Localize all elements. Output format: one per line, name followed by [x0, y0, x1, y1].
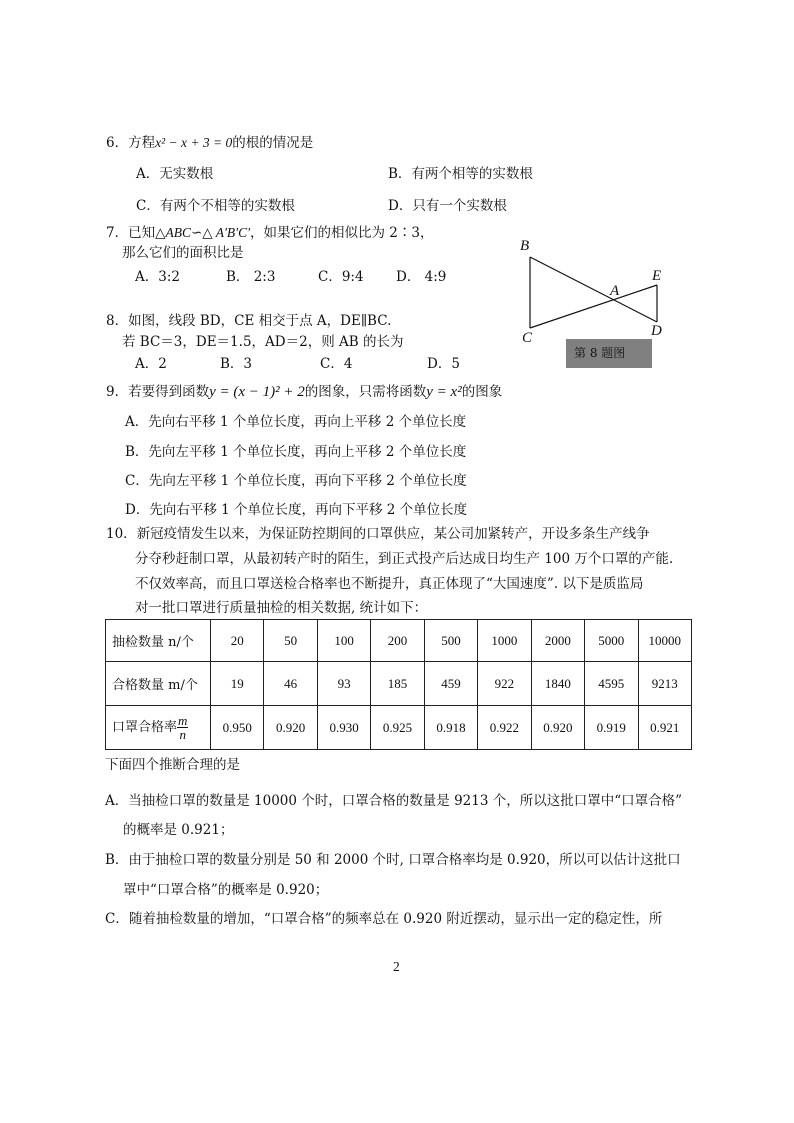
q10-option-b: B．由于抽检口罩的数量分别是 50 和 2000 个时, 口罩合格率均是 0.920，所以可以估计这批口 [105, 852, 681, 868]
m-cell: 19 [211, 662, 264, 706]
rate-label-text: 口罩合格率 [112, 720, 178, 735]
q7-option-c: C．9:4 [318, 269, 364, 285]
m-cell: 9213 [638, 662, 692, 706]
q10-option-a-cont: 的概率是 0.921； [123, 822, 234, 838]
label-c: C [522, 330, 533, 346]
q10-text-3: 不仅效率高，而且口罩送检合格率也不断提升，真正体现了“大国速度”. 以下是质监局 [135, 576, 644, 592]
q7-option-b: B． 2:3 [226, 269, 276, 285]
q7-line2: 那么它们的面积比是 [122, 245, 244, 261]
n-cell: 10000 [638, 620, 692, 662]
q6-option-a: A．无实数根 [136, 166, 214, 182]
q8-number: 8． [106, 313, 129, 329]
rate-cell: 0.920 [531, 706, 584, 750]
row-label-rate [106, 706, 211, 750]
rate-cell: 0.919 [585, 706, 638, 750]
segment-ce [530, 285, 657, 328]
m-cell: 93 [317, 662, 370, 706]
row-label-n: 抽检数量 n/个 [106, 620, 211, 662]
label-b: B [520, 238, 530, 254]
q6-option-c: C．有两个不相等的实数根 [136, 198, 295, 214]
q6-equation: x² − x + 3 = 0 [155, 135, 233, 150]
q7-option-a: A．3:2 [135, 269, 180, 285]
inspection-table [105, 619, 692, 750]
label-d: D [651, 323, 662, 339]
n-cell: 20 [211, 620, 264, 662]
rate-cell: 0.930 [317, 706, 370, 750]
segment-bd [530, 257, 657, 322]
label-a: A [610, 283, 620, 299]
q10-number: 10． [106, 526, 137, 542]
m-cell: 459 [424, 662, 477, 706]
rate-fraction [177, 714, 188, 741]
n-cell: 2000 [531, 620, 584, 662]
q9-stem-pre: 若要得到函数 [128, 384, 210, 400]
q10-option-b-cont: 罩中“口罩合格”的概率是 0.920； [123, 882, 329, 898]
q6-option-b: B．有两个相等的实数根 [388, 166, 533, 182]
q9-option-b: B．先向左平移 1 个单位长度，再向上平移 2 个单位长度 [125, 444, 467, 460]
m-cell: 1840 [531, 662, 584, 706]
q7-similarity: △ABC∽△ A'B'C' [155, 225, 250, 240]
m-cell: 46 [264, 662, 317, 706]
rate-cell: 0.920 [264, 706, 317, 750]
table-row-n [106, 620, 692, 662]
q7-stem-post: ，如果它们的相似比为 2∶3， [249, 225, 434, 241]
label-e: E [652, 268, 662, 284]
q7-stem-pre: 已知 [128, 225, 156, 241]
q9-option-d: D．先向右平移 1 个单位长度，再向下平移 2 个单位长度 [125, 502, 468, 518]
q10-option-a: A．当抽检口罩的数量是 10000 个时，口罩合格的数量是 9213 个，所以这批口罩中“口罩合格” [105, 793, 683, 809]
n-cell: 1000 [478, 620, 531, 662]
q9-stem-post: 的图象 [461, 384, 503, 400]
rate-cell: 0.918 [424, 706, 477, 750]
rate-cell: 0.921 [638, 706, 692, 750]
q10-text-4: 对一批口罩进行质量抽检的相关数据, 统计如下： [135, 600, 428, 616]
q9-option-a: A．先向右平移 1 个单位长度，再向上平移 2 个单位长度 [125, 414, 467, 430]
row-label-m: 合格数量 m/个 [106, 662, 211, 706]
n-cell: 100 [317, 620, 370, 662]
q9-option-c: C．先向左平移 1 个单位长度，再向下平移 2 个单位长度 [125, 473, 467, 489]
n-cell: 5000 [585, 620, 638, 662]
n-cell: 50 [264, 620, 317, 662]
q8-option-b: B．3 [220, 356, 253, 372]
figure-caption: 第 8 题图 [566, 339, 652, 368]
q10-line1 [106, 525, 650, 543]
table-row-rate [106, 706, 692, 750]
q8-line2: 若 BC＝3，DE＝1.5，AD＝2，则 AB 的长为 [122, 334, 404, 350]
rate-cell: 0.950 [211, 706, 264, 750]
q8-option-c: C．4 [320, 356, 353, 372]
q7-number: 7． [106, 225, 129, 241]
q6-stem-pre: 方程 [128, 135, 156, 151]
table-row-m [106, 662, 692, 706]
frac-denominator: n [179, 727, 186, 742]
q10-text-1: 新冠疫情发生以来，为保证防控期间的口罩供应，某公司加紧转产，开设多条生产线争 [136, 526, 650, 542]
rate-cell: 0.925 [371, 706, 424, 750]
q8-line1: 如图，线段 BD，CE 相交于点 A，DE∥BC. [128, 313, 392, 329]
m-cell: 4595 [585, 662, 638, 706]
q9-stem [106, 383, 502, 401]
q7-option-d: D． 4:9 [396, 269, 447, 285]
q10-option-c: C．随着抽检数量的增加，“口罩合格”的频率总在 0.920 附近摆动，显示出一定的稳定性，所 [105, 911, 663, 927]
page-number: 2 [393, 959, 400, 974]
m-cell: 185 [371, 662, 424, 706]
rate-cell: 0.922 [478, 706, 531, 750]
q6-option-d: D．只有一个实数根 [388, 198, 507, 214]
q9-stem-mid: 的图象，只需将函数 [304, 384, 427, 400]
n-cell: 200 [371, 620, 424, 662]
q8-option-d: D．5 [427, 356, 460, 372]
q9-number: 9． [106, 384, 129, 400]
q9-func2: y = x² [426, 384, 462, 400]
n-cell: 500 [424, 620, 477, 662]
frac-numerator: m [178, 713, 188, 728]
q6-number: 6． [106, 135, 129, 151]
q10-text-2: 分夺秒赶制口罩，从最初转产时的陌生，到正式投产后达成日均生产 100 万个口罩的产能. [135, 551, 674, 567]
q8-option-a: A．2 [135, 356, 167, 372]
q10-prompt: 下面四个推断合理的是 [105, 757, 240, 773]
q9-func1: y = (x − 1)² + 2 [209, 384, 305, 400]
q6-stem-post: 的根的情况是 [232, 135, 314, 151]
m-cell: 922 [478, 662, 531, 706]
